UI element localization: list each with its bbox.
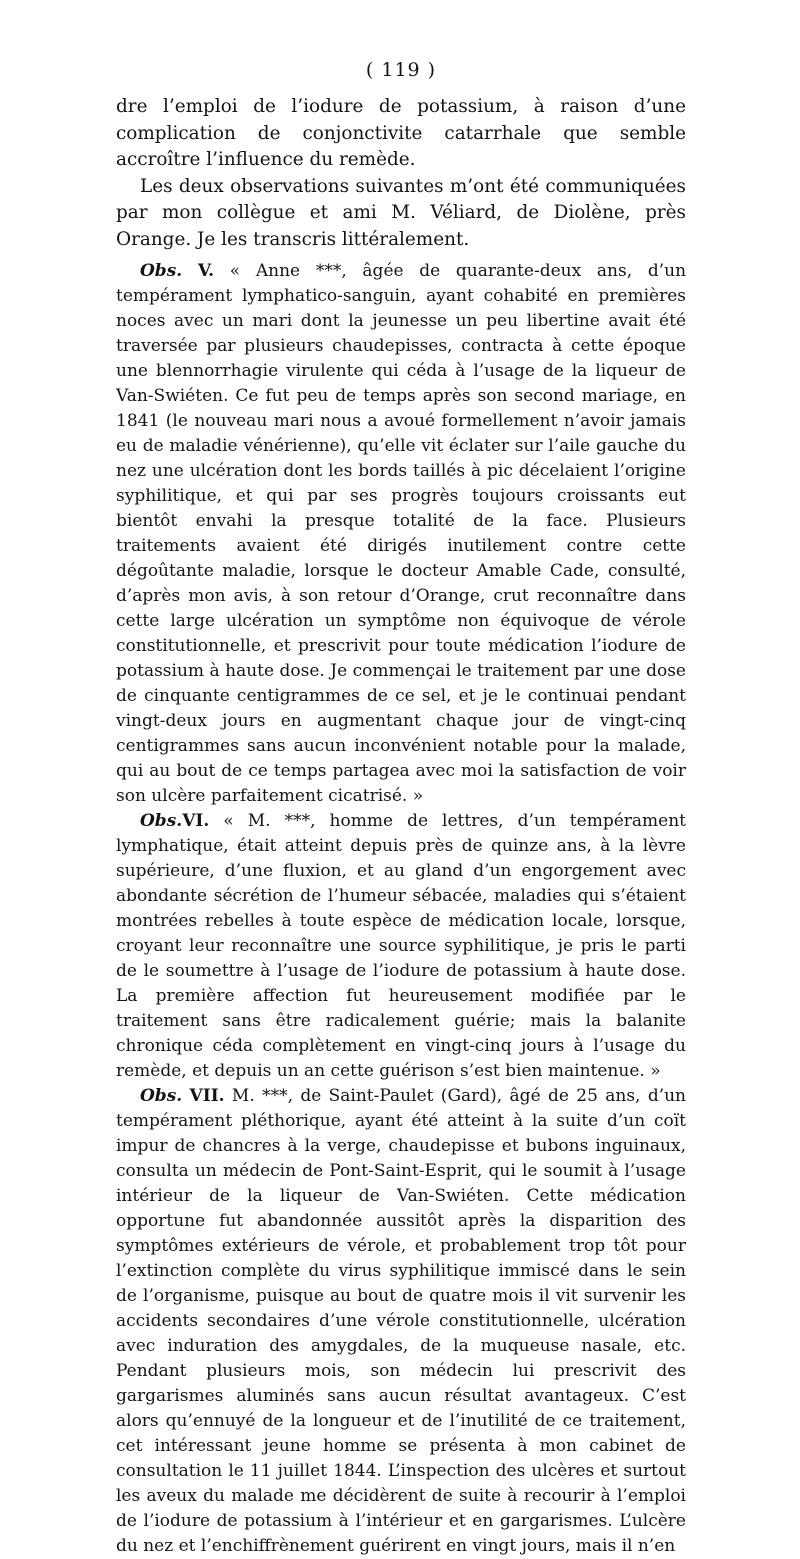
intro-block — [116, 94, 686, 253]
observation-label: Obs. — [140, 261, 183, 281]
observation-number: VII. — [189, 1086, 225, 1106]
observation-number: V. — [197, 261, 215, 281]
observation-text: « Anne ***, âgée de quarante-deux ans, d’un tempérament lymphatico-sanguin, ayant cohabité en premières noces avec un mari dont la jeunesse un peu libertine avait été traversée par plusieurs chaudepisses, contracta à cette époque une blennorrhagie virulente qui céda à l’usage de la liqueur de Van-Swiéten. Ce fut peu de temps après son second mariage, en 1841 (le nouveau mari nous a avoué formellement n’avoir jamais eu de maladie vénérienne), qu’elle vit éclater sur l’aile gauche du nez une ulcération dont les bords taillés à pic décelaient l’origine syphilitique, et qui par ses progrès toujours croissants eut bientôt envahi la presque totalité de la face. Plusieurs traitements avaient été dirigés inutilement contre cette dégoûtante maladie, lorsque le docteur Amable Cade, consulté, d’après mon avis, à son retour d’Orange, crut reconnaître dans cette large ulcération un symptôme non équivoque de vérole constitutionnelle, et prescrivit pour toute médication l’iodure de potassium à haute dose. Je commençai le traitement par une dose de cinquante centigrammes de ce sel, et je le continuai pendant vingt-deux jours en augmentant chaque jour de vingt-cinq centigrammes sans aucun inconvénient notable pour la malade, qui au bout de ce temps partagea avec moi la satisfaction de voir son ulcère parfaitement cicatrisé. » — [116, 261, 687, 806]
observation-text: M. ***, de Saint-Paulet (Gard), âgé de 25 ans, d’un tempérament pléthorique, ayant été atteint à la suite d’un coït impur de chancres à la verge, chaudepisse et bubons inguinaux, consulta un médecin de Pont-Saint-Esprit, qui le soumit à l’usage intérieur de la liqueur de Van-Swiéten. Cette médication opportune fut abandonnée aussitôt après la disparition des symptômes extérieurs de vérole, et probablement trop tôt pour l’extinction complète du virus syphilitique immiscé dans le sein de l’organisme, puisque au bout de quatre mois il vit survenir les accidents secondaires d’une vérole constitutionnelle, ulcération avec induration des amygdales, de la muqueuse nasale, etc. Pendant plusieurs mois, son médecin lui prescrivit des gargarismes aluminés sans aucun résultat avantageux. C’est alors qu’ennuyé de la longueur et de l’inutilité de ce traitement, cet intéressant jeune homme se présenta à mon cabinet de consultation le 11 juillet 1844. L’inspection des ulcères et surtout les aveux du malade me décidèrent de suite à recourir à l’emploi de l’iodure de potassium à l’intérieur et en gargarismes. L’ulcère du nez et l’enchiffrènement guérirent en vingt jours, mais il n’en — [116, 1086, 686, 1556]
observation-v — [116, 259, 686, 809]
document-page — [116, 58, 686, 1559]
observation-vi — [116, 809, 686, 1084]
paragraph-introduction: Les deux observations suivantes m’ont été communiquées par mon collègue et ami M. Véliard, de Diolène, près Orange. Je les transcris littéralement. — [116, 175, 686, 250]
observation-text: « M. ***, homme de lettres, d’un tempérament lymphatique, était atteint depuis près de quinze ans, à la lèvre supérieure, d’une fluxion, et au gland d’un engorgement avec abondante sécrétion de l’humeur sébacée, maladies qui s’étaient montrées rebelles à toute espèce de médication locale, lorsque, croyant leur reconnaître une source syphilitique, je pris le parti de le soumettre à l’usage de l’iodure de potassium à haute dose. La première affection fut heureusement modifiée par le traitement sans être radicalement guérie; mais la balanite chronique céda complètement en vingt-cinq jours à l’usage du remède, et depuis un an cette guérison s’est bien maintenue. » — [116, 811, 686, 1081]
paragraph-continuation: dre l’emploi de l’iodure de potassium, à raison d’une complication de conjonctivite catarrhale que semble accroître l’influence du remède. — [116, 96, 686, 170]
page-number: ( 119 ) — [365, 59, 437, 81]
observation-label: Obs. — [140, 811, 183, 831]
observation-vii — [116, 1084, 686, 1559]
observation-label: Obs. — [140, 1086, 183, 1106]
observation-number: VI. — [182, 811, 210, 831]
